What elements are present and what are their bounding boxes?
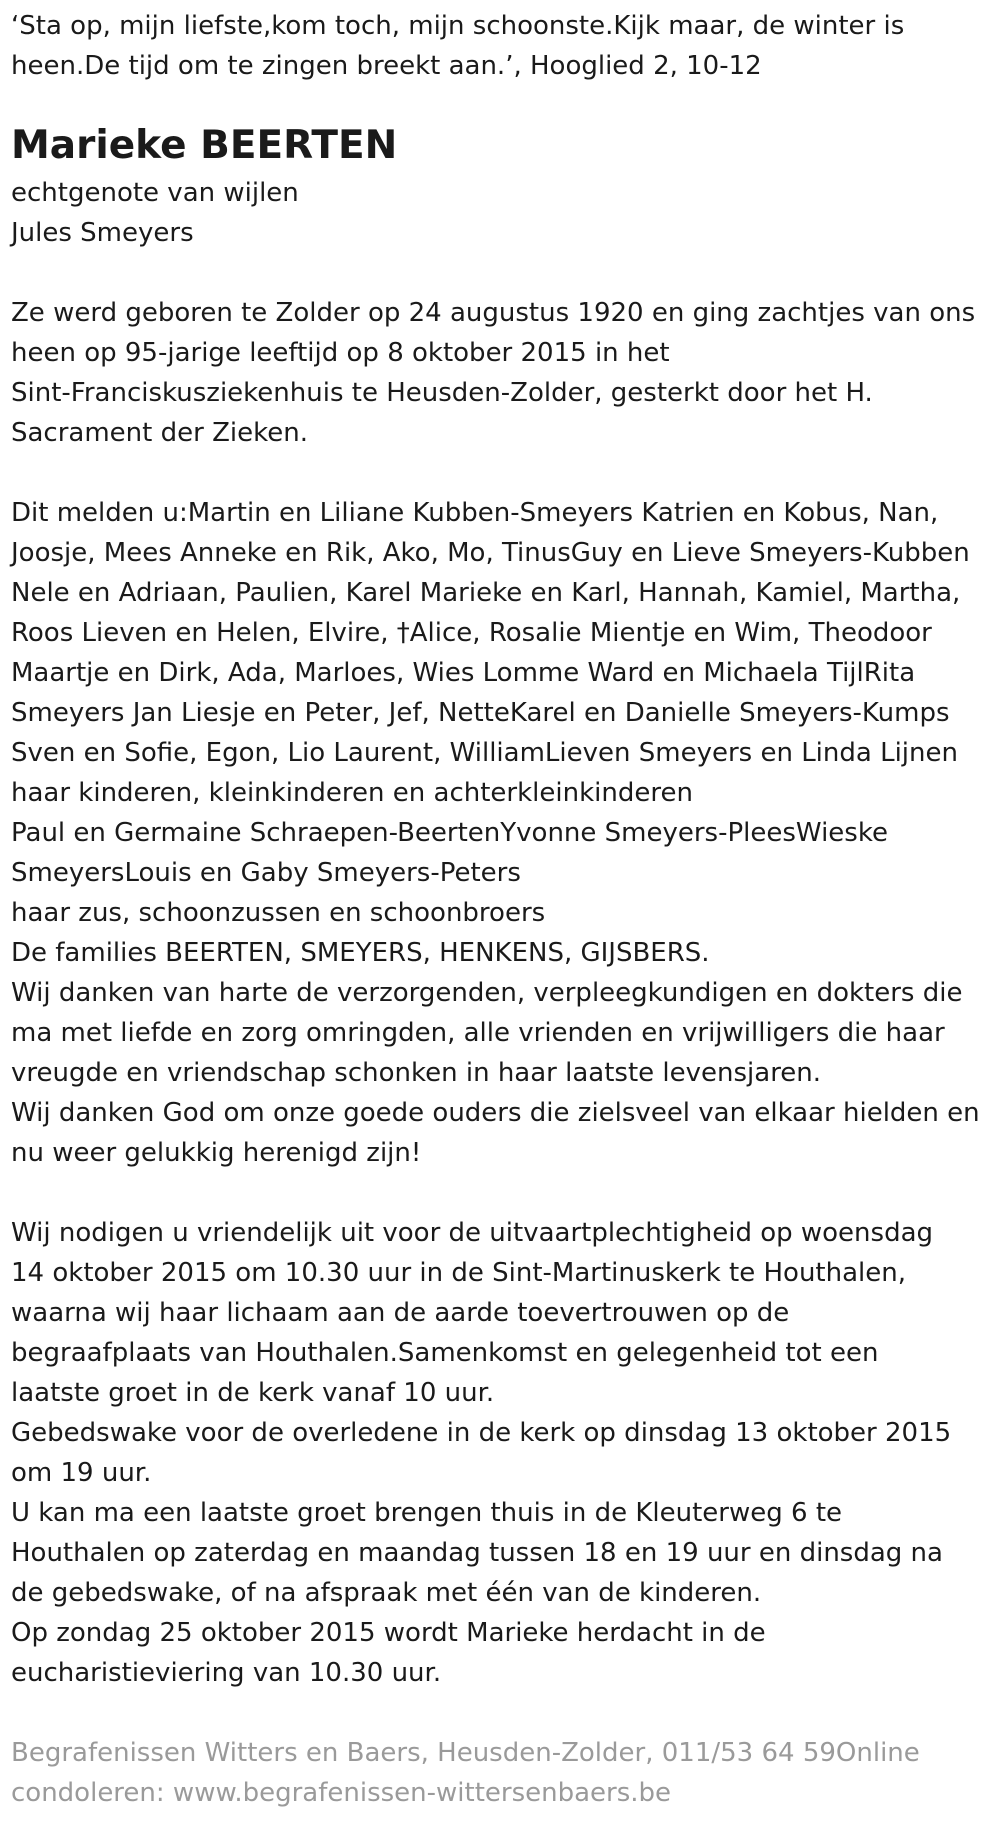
footer-line: condoleren: www.begrafenissen-wittersenbaers.be [11,1778,672,1808]
quote-line: heen.De tijd om te zingen breekt aan.’, Hooglied 2, 10-12 [11,51,762,81]
funeral-line: begraafplaats van Houthalen.Samenkomst en gelegenheid tot een [11,1338,879,1368]
spacer [11,453,990,493]
deceased-name: Marieke BEERTEN [11,123,398,168]
announcement-paragraph [11,493,990,1173]
biography-line: heen op 95-jarige leeftijd op 8 oktober 2015 in het [11,338,670,368]
announcement-line: Paul en Germaine Schraepen-BeertenYvonne Smeyers-PleesWieske [11,818,888,848]
funeral-line: Houthalen op zaterdag en maandag tussen 18 en 19 uur en dinsdag na [11,1538,943,1568]
announcement-line: SmeyersLouis en Gaby Smeyers-Peters [11,858,521,888]
biography-line: Sacrament der Zieken. [11,418,308,448]
announcement-line: vreugde en vriendschap schonken in haar laatste levensjaren. [11,1058,822,1088]
funeral-home-footer [11,1733,990,1813]
announcement-line: haar kinderen, kleinkinderen en achterkleinkinderen [11,778,693,808]
funeral-line: Gebedswake voor de overledene in de kerk op dinsdag 13 oktober 2015 [11,1418,952,1448]
announcement-line: Joosje, Mees Anneke en Rik, Ako, Mo, TinusGuy en Lieve Smeyers-Kubben [11,538,970,568]
funeral-line: de gebedswake, of na afspraak met één van de kinderen. [11,1578,762,1608]
announcement-line: Roos Lieven en Helen, Elvire, †Alice, Rosalie Mientje en Wim, Theodoor [11,618,932,648]
announcement-line: haar zus, schoonzussen en schoonbroers [11,898,546,928]
announcement-line: Maartje en Dirk, Ada, Marloes, Wies Lomme Ward en Michaela TijlRita [11,658,916,688]
funeral-line: laatste groet in de kerk vanaf 10 uur. [11,1378,495,1408]
announcement-line: Dit melden u:Martin en Liliane Kubben-Smeyers Katrien en Kobus, Nan, [11,498,939,528]
funeral-details-paragraph [11,1213,990,1693]
announcement-line: De families BEERTEN, SMEYERS, HENKENS, GIJSBERS. [11,938,710,968]
announcement-line: Wij danken God om onze goede ouders die zielsveel van elkaar hielden en [11,1098,980,1128]
funeral-line: Op zondag 25 oktober 2015 wordt Marieke herdacht in de [11,1618,766,1648]
announcement-line: Smeyers Jan Liesje en Peter, Jef, NetteKarel en Danielle Smeyers-Kumps [11,698,950,728]
biography-line: Sint-Franciskusziekenhuis te Heusden-Zolder, gesterkt door het H. [11,378,873,408]
funeral-line: eucharistieviering van 10.30 uur. [11,1658,442,1688]
bible-quote [11,6,990,86]
relation-line: Jules Smeyers [11,218,194,248]
announcement-line: Wij danken van harte de verzorgenden, verpleegkundigen en dokters die [11,978,963,1008]
biography-line: Ze werd geboren te Zolder op 24 augustus 1920 en ging zachtjes van ons [11,298,976,328]
announcement-line: Nele en Adriaan, Paulien, Karel Marieke en Karl, Hannah, Kamiel, Martha, [11,578,961,608]
funeral-line: om 19 uur. [11,1458,152,1488]
announcement-line: Sven en Sofie, Egon, Lio Laurent, WilliamLieven Smeyers en Linda Lijnen [11,738,958,768]
relation-line: echtgenote van wijlen [11,178,299,208]
quote-line: ‘Sta op, mijn liefste,kom toch, mijn schoonste.Kijk maar, de winter is [11,11,905,41]
funeral-line: U kan ma een laatste groet brengen thuis in de Kleuterweg 6 te [11,1498,843,1528]
footer-line: Begrafenissen Witters en Baers, Heusden-Zolder, 011/53 64 59Online [11,1738,920,1768]
funeral-line: waarna wij haar lichaam aan de aarde toevertrouwen op de [11,1298,790,1328]
spacer [11,1173,990,1213]
spouse-relation [11,173,990,253]
biography-paragraph [11,293,990,453]
funeral-line: Wij nodigen u vriendelijk uit voor de uitvaartplechtigheid op woensdag [11,1218,934,1248]
announcement-line: nu weer gelukkig herenigd zijn! [11,1138,422,1168]
funeral-line: 14 oktober 2015 om 10.30 uur in de Sint-Martinuskerk te Houthalen, [11,1258,906,1288]
spacer [11,253,990,293]
announcement-line: ma met liefde en zorg omringden, alle vrienden en vrijwilligers die haar [11,1018,945,1048]
